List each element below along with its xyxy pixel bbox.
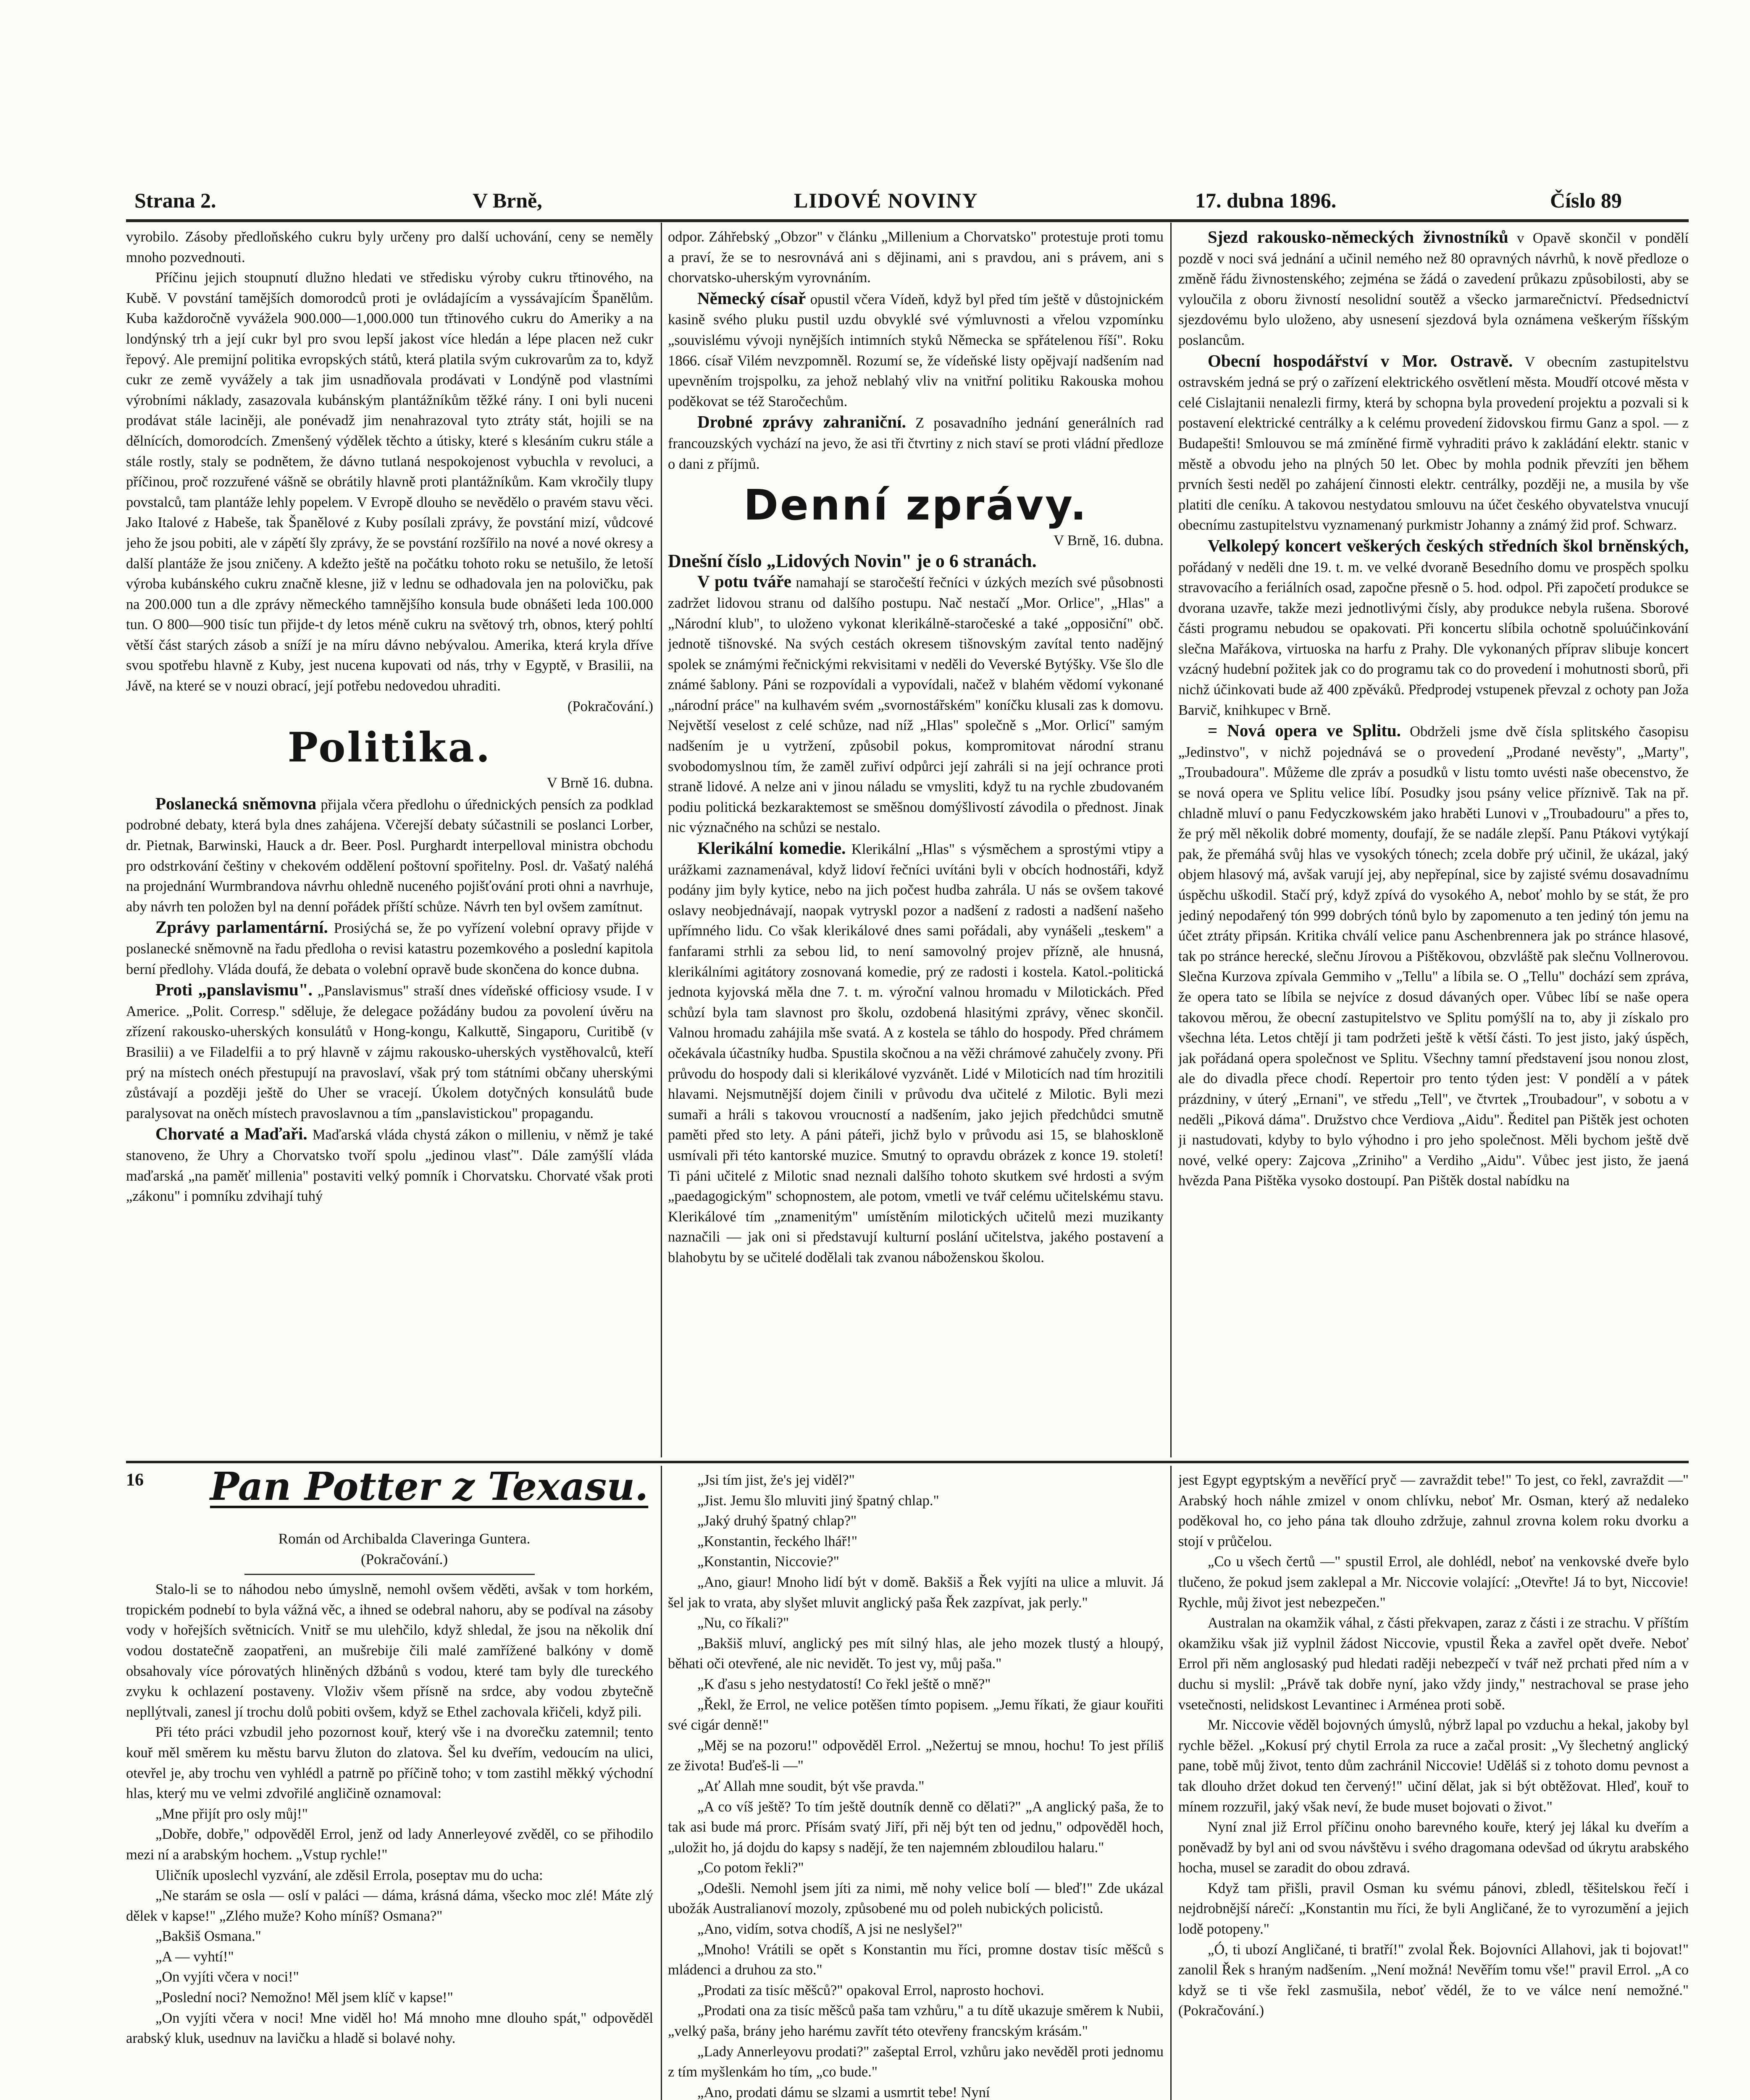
article-continuation: odpor. Záhřebský „Obzor" v článku „Millenium a Chorvatsko" protestuje proti tomu a praví, že se to nesrovnává ani s dějinami, ani s pravdou, ani s právem, ani s chorvatsko-uherským vyrovnáním. bbox=[668, 229, 1164, 286]
novel-paragraph: „On vyjíti včera v noci!" bbox=[155, 1969, 299, 1985]
news-item-text: v Opavě skončil v pondělí pozdě v noci svá jednání a učinil nemého než 80 opravných návrhů, k nově předloze o změně řádu živnostenského; zejména se žádá o zavedení průkazu způsobilosti, aby se vyloučila z oboru živností nesolidní soutěž a všecko jarmarečnictví. Předsednictví sjezdovému bylo uloženo, aby usnesení sjezdová byla oznámena veškerým říšským poslancům. bbox=[1178, 230, 1689, 348]
novel-paragraph: „Bakšiš mluví, anglický pes mít silný hlas, ale jeho mozek tlustý a hloupý, běhati oči otevřené, ale nic nevidět. To jest vy, můj paša." bbox=[668, 1635, 1164, 1672]
divider bbox=[244, 1574, 534, 1575]
novel-paragraph: „Prodati ona za tisíc měšců paša tam vzhůru," a tu dítě ukazuje směrem k Nubii, „velký paša, brány jeho harému zavřít této otevřeny francským krásám." bbox=[668, 2003, 1164, 2040]
news-item bbox=[668, 288, 1164, 412]
news-item bbox=[668, 412, 1164, 474]
news-item bbox=[126, 1124, 653, 1206]
feuilleton-note: (Pokračování.) bbox=[360, 1551, 448, 1567]
feuilleton-column-3 bbox=[1178, 1470, 1689, 2100]
news-item bbox=[668, 571, 1164, 838]
news-item-heading: Klerikální komedie. bbox=[697, 838, 846, 858]
novel-paragraph: „Ó, ti ubozí Angličané, ti bratří!" zvolal Řek. Bojovníci Allahovi, jak ti bojovat!" zanolil Řek s hraným nadšením. „Není možná! Nevěřím tomu vše!" pravil Errol. „A co když se ti vše řekl zasmušila, neboť vědél, že to ve válce není nemožné." (Pokračování.) bbox=[1178, 1941, 1689, 2019]
novel-paragraph: „Ať Allah mne soudit, být vše pravda." bbox=[697, 1778, 925, 1794]
article-sugar-paragraph: vyrobilo. Zásoby předloňského cukru byly určeny pro další uchování, ceny se neměly mnoho pozvednouti. bbox=[126, 229, 653, 265]
news-item bbox=[1178, 720, 1689, 1191]
novel-paragraph: Nyní znal již Errol příčinu onoho barevného kouře, který jej lákal ku dveřím a poněvadž by byl ani od svou návštěvu i svého dragomana odevšad od úkrytu arabského hocha, musel se zaradit do obou zdravá. bbox=[1178, 1819, 1689, 1876]
novel-paragraph: „A co víš ještě? To tím ještě doutník denně co dělati?" „A anglický paša, že to tak asi bude má prorc. Přísám svatý Jiří, při něj být ten od jednu," odpověděl hoch, „uložit ho, já dojdu do kapsy s nadějí, že ten najemném zbloudilou halaru." bbox=[668, 1798, 1164, 1856]
novel-paragraph: „Dobře, dobře," odpověděl Errol, jenž od lady Annerleyové zvěděl, co se přihodilo mezi ní a arabským hochem. „Vstup rychle!" bbox=[126, 1826, 653, 1863]
news-item-heading: V potu tváře bbox=[697, 572, 791, 591]
news-item bbox=[126, 917, 653, 979]
column-divider bbox=[661, 223, 662, 1457]
news-item bbox=[1178, 227, 1689, 351]
article-sugar-paragraph: Příčinu jejich stoupnutí dlužno hledati ve středisku výroby cukru třtinového, na Kubě. V povstání tamějších domorodců proti je ovládajícím a vyssávajícím Španělům. Kuba každoročně vyvážela 900.000—1,000.000 tun třtinového cukru do Ameriky a na londýnský trh a její cukr byl pro svou lepší jakost více hledán a lépe placen než cukr řepový. Ale premijní politika evropských států, která platila svým cukrovarům za to, když cukr ze země vyvážely a tak jim usnadňovala prodávati v Londýně pod vlastními výrobními náklady, zasazovala kubánským plantážníkům těžké rány. I oni byli nuceni prodávat stále laciněji, ale ponévadž jim nenahrazoval tyto ztráty stát, hojili se na dělnících, domorodcích. Zmenšený výdělek těchto a útisky, které s klesáním cukru stále a stále rostly, staly se podnětem, že dávno tutlaná nespokojenost vybuchla v revoluci, a příčinou, proč rozzuřené vášně se obrátily hlavně proti plantážníkům. Kam vkročily tlupy povstalců, tam plantáže lehly popelem. V Evropě dlouho se nevědělo o pravém stavu věci. Jako Italové z Habeše, tak Španělové z Kuby posílali zprávy, že povstání mizí, vůdcové jeho že jsou pobiti, ale v zápětí šly zprávy, že se povstání rozšířilo na nové a nové okresy a další plantáže že jsou zničeny. A kdežto ještě na počátku tohoto roku se netušilo, že letoší výroba kubánského cukru značně klesne, již v lednu se odhadovala jen na polovičku, pak na 200.000 tun a dle zprávy německého tamnějšího konsula bude obnášeti leda 100.000 tun. O 800—900 tisíc tun přijde-t dy letos méně cukru na světový trh, obnos, který pohltí větší část starých zásob a sníží je na míru dávno nebývalou. Amerika, která kryla dříve svou spotřebu hlavně z Kuby, jest nucena kupovati od nás, trhy v Egyptě, v Brasilii, na Jávě, na které se v nouzi obrací, její potřebu nedovedou uhraditi. bbox=[126, 270, 653, 694]
novel-paragraph: „Ano, prodati dámu se slzami a usmrtit tebe! Nyní bbox=[697, 2084, 990, 2100]
news-item-text: Prosiýchá se, že po vyřízení volební opravy přijde v poslanecké sněmovně na řadu předloha o revisi katastru pozemkového a poslední kapitola berní předlohy. Vláda doufá, že debata o volební opravě bude skončena do konce dubna. bbox=[126, 920, 653, 977]
column-2 bbox=[668, 227, 1164, 1455]
section-dateline: V Brně 16. dubna. bbox=[547, 775, 653, 791]
novel-paragraph: „Co u všech čertů —" spustil Errol, ale dohlédl, neboť na venkovské dveře bylo tlučeno, že pokud jsem zaklepal a Mr. Niccovie volající: „Otevřte! Já to byt, Niccovie! Rychle, můj život jest nebezpečen." bbox=[1178, 1554, 1689, 1611]
news-item-heading: Německý císař bbox=[697, 288, 806, 308]
novel-paragraph: Když tam přišli, pravil Osman ku svému pánovi, zbledl, těšitelskou řečí i nejdrobnější nárečí: „Konstantin mu říci, že byli Angličané, že to vyrozumění a jejich lodě potopeny." bbox=[1178, 1880, 1689, 1937]
feuilleton-separator bbox=[126, 1461, 1689, 1463]
novel-paragraph: „Ano, vidím, sotva chodíš, A jsi ne neslyšel?" bbox=[697, 1921, 963, 1937]
section-title-daily-news: Denní zprávy. bbox=[743, 480, 1088, 530]
novel-paragraph: „Lady Annerleyovu prodati?" zašeptal Errol, vzhůru jako nevěděl proti jednomu z tím myšlenkám ho tím, „co bude." bbox=[668, 2043, 1164, 2080]
novel-paragraph: „Prodati za tisíc měšců?" opakoval Errol, naprosto hochovi. bbox=[697, 1982, 1044, 1998]
news-item bbox=[668, 838, 1164, 1268]
column-divider bbox=[1170, 223, 1172, 1457]
feuilleton-subtitle: Román od Archibalda Claveringa Guntera. bbox=[278, 1530, 531, 1547]
feuilleton-column-2 bbox=[668, 1470, 1164, 2100]
feuilleton-title: Pan Potter z Texasu. bbox=[210, 1464, 649, 1509]
novel-paragraph: „On vyjíti včera v noci! Mne viděl ho! Má mnoho mne dlouho spát," odpověděl arabský kluk, usednuv na lavičku a hladě si bolavé nohy. bbox=[126, 2010, 653, 2047]
novel-paragraph: Při této práci vzbudil jeho pozornost kouř, který vše i na dvorečku zatemnil; tento kouř měl směrem ku městu barvu žluton do zlatova. Šel ku dveřím, vedoucím na ulici, otevřel je, aby trochu ven vyhlédl a patrně po příčině toho; v tom zastihl měkký východní hlas, který mu ve velmi zdvořilé angličině oznamoval: bbox=[126, 1724, 653, 1802]
news-item-text: opustil včera Vídeň, když byl před tím ještě v důstojnickém kasině svého pluku pustil uzdu obvyklé své výmluvnosti a vřelou vzpomínku „souvislému vývoji nynějších intimních styků Německa se spřátelenou říší". Roku 1866. císař Vilém nevzpomněl. Rozumí se, že vídeňské listy opějvají nadšením nad upevněním trojspolku, za jehož neblahý vliv na vnitřní politiku Rakouska mohou poděkovat se též Staročechům. bbox=[668, 291, 1164, 410]
news-item-text: Klerikální „Hlas" s výsměchem a sprostými vtipy a urážkami zaznamenával, když lidoví řečníci uvítáni byli v obcích hodnostáři, když podány jim byly kytice, nebo na jich počest hudba zahrála. U nás se ovšem takové oslavy neobjednávají, naopak vytryskl pozor a nadšení z radosti a nadšení našeho upřímného lidu. Co však klerikálové dnes sami pořádali, aby vynášeli „teskem" a fanfarami strhli za sebou lid, to není samovolný projev přízně, ale hnusná, klerikálními agitátory zosnovaná komedie, prý ze radosti i kostela. Katol.-politická jednota kyjovská měla dne 7. t. m. výroční valnou hromadu v Milotickách. Před schůzí byla tam slavnost pro školu, ozdobená hlasitými zprávy, věnec skončil. Valnou hromadu zahájila mše svatá. A z kostela se táhlo do hospody. Před chrámem očekávala účastníky hudba. Spustila skočnou a na věži chrámové zahučely zvony. Při průvodu do hospody dali si klerikálové vyzvánět. Lidé v Miloticích nad tím hrozitili hlavami. Nejsmutnější dojem činili v průvodu dva učitelé z Milotic. Byli mezi sumaři a hráli s takovou vroucností a nadšením, jako jejich předchůdci smutně paměti před sto lety. A páni páteři, jichž bylo v průvodu asi 15, se blahoskloně usmívali při této kantorské muzice. Smutný to opravdu obrázek z konce 19. století! Ti páni učitelé z Milotic snad neznali dalšího tohoto skutkem své hrdosti a svým „paedagogickým" schopnostem, ale potom, vmetli ve tvář celému učitelskému stavu. Klerikálové tím „znamenitým" umístěním milotických učitelů mezi muzikanty naznačili — jak oni si představují kulturní poslání učitelstva, jakého postavení a blahobytu by se učitelé dodělali tak zvanou náboženskou školou. bbox=[668, 841, 1164, 1265]
novel-paragraph: „Jist. Jemu šlo mluviti jiný špatný chlap." bbox=[697, 1492, 939, 1509]
novel-paragraph: „Řekl, že Errol, ne velice potěšen tímto popisem. „Jemu říkati, že giaur kouřiti své cigár denně!" bbox=[668, 1696, 1164, 1733]
section-title-politics: Politika. bbox=[287, 724, 492, 772]
novel-paragraph: „Konstantin, Niccovie?" bbox=[697, 1554, 839, 1570]
masthead-title: LIDOVÉ NOVINY bbox=[794, 189, 978, 212]
continued-note: (Pokračování.) bbox=[567, 698, 653, 714]
novel-paragraph: „Nu, co říkali?" bbox=[697, 1615, 789, 1631]
novel-paragraph: „Jsi tím jist, že's jej viděl?" bbox=[697, 1472, 855, 1488]
news-item-heading: Sjezd rakousko-německých živnostníků bbox=[1208, 227, 1508, 247]
news-item bbox=[126, 793, 653, 917]
news-item-heading: = Nová opera ve Splitu. bbox=[1208, 721, 1401, 740]
news-item-text: pořádaný v neděli dne 19. t. m. ve velké dvoraně Besedního domu ve prospěch spolku stravovacího a feriálních osad, započne přesně o 5. hod. odpol. Při započetí produkce se dvorana uzavře, takže mezi jednotlivými čísly, aby produkce nebyla rušena. Sborové části programu nebudou se opakovati. Při koncertu slíbila ochotně spoluúčinkování slečna Mařákova, virtuoska na harfu z Prahy. Dle vykonaných příprav slibuje koncert vzácný hudební požitek jak co do programu tak co do provedení i mohutnosti sborů, při nichž účinkovati bude až 400 zpěváků. Předprodej vstupenek převzal z ochoty pan Joža Barvič, knihkupec v Brně. bbox=[1178, 559, 1689, 718]
novel-paragraph: „Bakšiš Osmana." bbox=[155, 1928, 261, 1945]
news-item-heading: Zprávy parlamentární. bbox=[155, 917, 328, 937]
news-item bbox=[126, 979, 653, 1124]
news-item bbox=[1178, 351, 1689, 536]
news-item bbox=[1178, 536, 1689, 720]
novel-paragraph: jest Egypt egyptským a nevěřící pryč — zavraždit tebe!" To jest, co řekl, zavraždit —" Arabský hoch náhle zmizel v onom chlívku, neboť Mr. Osman, který až nedaleko poděkoval ho, co jeho pána tak dlouho zdržuje, zahnul zrovna kolem roku dvorku a stojí v průčelou. bbox=[1178, 1472, 1689, 1549]
header-page-number: Strana 2. bbox=[134, 189, 216, 212]
news-item-text: namahají se staročeští řečníci v úzkých mezích své působnosti zadržet lidovou stranu od dalšího postupu. Nač nestačí „Mor. Orlice", „Hlas" a „Národní klub", to uloženo vykonat klerikálně-staročeské a také „opposiční" obč. jednotě tišnovské. Na svých cestách okresem tišnovským zavítal tento nadějný spolek se známými řečnickými rekvisitami v neděli do Veverské Bytýšky. Vše šlo dle známé šablony. Páni se rozpovídali a vypovídali, načež v blahém vědomí vykonané „národní práce" na kulhavém svém „svornostářském" koníčku klusali zas k domovu. Největší veselost z celé schůze, nad níž „Hlas" společně s „Mor. Orlicí" samým nadšením je u vytržení, způsobil pokus, kompromitovat národní stranu svobodomyslnou tím, že zaměl zuřiví odpůrci její zahráli si na její ochrance proti straně lidové. A nelze ani v jinou náladu se vmysliti, když tu na rychle zbudovaném podiu politická bezkaraktemost se směšnou domýšlivostí závodila o přednost. Jinak nic význačného na schůzi se nestalo. bbox=[668, 575, 1164, 836]
header-date: 17. dubna 1896. bbox=[1195, 189, 1337, 212]
issue-notice: Dnešní číslo „Lidových Novin" je o 6 stranách. bbox=[668, 550, 1037, 571]
news-item-heading: Proti „panslavismu". bbox=[155, 980, 313, 1000]
news-item-heading: Velkolepý koncert veškerých českých středních škol brněnských, bbox=[1208, 536, 1689, 555]
header-rule bbox=[126, 219, 1689, 222]
news-item-text: „Panslavismus" straší dnes vídeňské officiosy vsude. I v Americe. „Polit. Corresp." sděluje, že delegace požádány budou za povolení úvěru na zřízení rakousko-uherských konsulátů v Hong-kongu, Kalkuttě, Singaporu, Curitibě (v Brasilii) a ve Filadelfii a to prý hlavně v zájmu rakousko-uherských vystěhovalců, kteří prý na místech onéch přestupují na pravoslaví, však prý tom státními občany uherskými zůstávají a později ještě do Uher se vracejí. Úkolem dotyčných konsulátů bude paralysovat na oněch místech pravoslavnou a tím „panslavistickou" propagandu. bbox=[126, 983, 653, 1121]
feuilleton-column-1 bbox=[126, 1529, 653, 2100]
novel-paragraph: Stalo-li se to náhodou nebo úmyslně, nemohl ovšem věděti, avšak v tom horkém, tropickém podnebí to byla vážná věc, a ihned se odebral nahoru, aby se podíval na zásoby vody v hořejších světnicích. Vnitř se mu ulehčilo, když shledal, že jsou na několik dní vodou dostatečně zaopatřeni, an mušrebije čili malé zamřížené balkóny v domě obsahovaly více pórovatých hliněných džbánů s vodou, které tam byly dle tureckého zvyku k ochlazení postaveny. Vloživ všem přísně na srdce, aby vodou zbytečně nepllýtvali, zanesl jí trochu dolů pobiti ovšem, když se Ethel zachovala křičeli, když pili. bbox=[126, 1581, 653, 1720]
column-divider bbox=[661, 1466, 662, 2100]
novel-paragraph: „Ano, giaur! Mnoho lidí být v domě. Bakšiš a Řek vyjíti na ulice a mluvit. Já šel jak to vrata, aby slyšet mluvit anglický paša Řek zazpívat, jak perly." bbox=[668, 1574, 1164, 1611]
section-dateline: V Brně, 16. dubna. bbox=[1054, 533, 1164, 549]
novel-paragraph: „Mnoho! Vrátili se opět s Konstantin mu říci, promne dostav tisíc měšců s mládenci a druhou za sto." bbox=[668, 1941, 1164, 1978]
news-item-heading: Chorvaté a Maďaři. bbox=[155, 1124, 307, 1144]
news-item-text: Maďarská vláda chystá zákon o milleniu, v němž je také stanoveno, že Uhry a Chorvatsko tvoří spolu „jedinou vlasť". Dále zamýšlí vláda maďarská „na paměť millenia" postaviti velký pomník i Chorvatsku. Chorvaté však proti „zákonu" i pomníku zdvihají tuhý bbox=[126, 1127, 653, 1205]
novel-paragraph: Australan na okamžik váhal, z části překvapen, zaraz z části i ze strachu. V příštím okamžiku však již vyplnil žádost Niccovie, vpustil Řeka a zavřel opět dveře. Neboť Errol při něm anglosaský pud hledati raději nebezpečí v tvář než prchati před ním a v duchu si myslil: „Právě tak dobře nyní, jako vždy jindy," nestrachoval se prase jeho vsetečnosti, nelidskost Levantinec i Arménea proti sobě. bbox=[1178, 1615, 1689, 1713]
column-1 bbox=[126, 227, 653, 1455]
news-item-text: Z posavadního jednání generálních rad francouzských vychází na jevo, že asi tři čtvrtiny z nich staví se proti vládní předloze o dani z příjmů. bbox=[668, 415, 1164, 472]
header-issue-number: Číslo 89 bbox=[1550, 189, 1622, 212]
novel-paragraph: „Mne přijít pro osly můj!" bbox=[155, 1806, 308, 1822]
news-item-text: Obdrželi jsme dvě čísla splitského časopisu „Jedinstvo", v nichž pojednává se o provedení „Prodané nevěsty", „Marty", „Troubadoura". Můžeme dle zpráv a posudků v listu tomto uvésti naše obecenstvo, že se nová opera ve Splitu velice líbí. Posudky jsou psány velice příznivě. Tak na př. chladně mluví o panu Fedyczkowském jako hraběti Lunovi v „Troubadouru" a přes to, že prý měl několik dobré momenty, doufají, že se nadále zlepší. Panu Ptákovi vytýkají pak, že přemáhá svůj hlas ve vysokých tónech; zcela dobře prý učinil, že ukázal, jaký objem hlasový má, avšak varují jej, aby nepřepínal, sice by zajisté svému dosavadnímu úspěchu uškodil. Stačí prý, když zpívá do vysokého A, neboť mohlo by se stát, že pro jediný nepodařený tón 999 dobrých tónů bylo by zapomenuto a ten jediný tón jemu na účet ztráty připsán. Kritika chválí velice panu Aschenbrennera jak po stránce hlasové, tak po stránce herecké, slečnu Jírovou a Pištěkovou, obzvláště pak slečnu Vollnerovou. Slečna Kurzova zpívala Gemmiho v „Tellu" a líbila se. O „Tellu" dochází sem zpráva, že opera tato se líbila se nejvíce z dosud dávaných oper. Vůbec líbí se naše opera takovou měrou, že obecní zastupitelstvo ve Splitu pomýšlí na to, aby ji získalo pro všechna léta. Letos chtějí ji tam podržeti ještě k větší části. To jest jisto, jaký úspěch, jak pořádaná opera společnost ve Splitu. Všechny tamní představení jsou nonou zlost, ale do divadla přece chodí. Repertoir pro tento týden jest: V pondělí a v pátek prázdniny, v úterý „Ernani", ve středu „Tell", ve čtvrtek „Troubadour", v sobotu a v neděli „Piková dáma". Družstvo chce Verdiova „Aidu". Ředitel pan Pištěk jest ochoten ji nastudovati, kdyby to bylo výhodno i pro jeho společnost. Měli bychom ještě dvě nové, velké opery: Zajcova „Zriniho" a Verdiho „Aidu". Vůbec jest jisto, že jaená hvězda Pana Pištěka vysoko dostoupí. Pan Pištěk dostal nabídku na bbox=[1178, 724, 1689, 1189]
novel-paragraph: „A — vyhtí!" bbox=[155, 1948, 234, 1965]
novel-paragraph: „Poslední noci? Nemožno! Měl jsem klíč v kapse!" bbox=[155, 1990, 453, 2006]
novel-paragraph: „Odešli. Nemohl jsem jíti za nimi, mě nohy velice bolí — bleď!" Zde ukázal ubožák Australianoví mozoly, způsobené mu od poleh nubických policistů. bbox=[668, 1880, 1164, 1917]
news-item-heading: Drobné zprávy zahraniční. bbox=[697, 412, 906, 432]
novel-paragraph: „Co potom řekli?" bbox=[697, 1860, 804, 1876]
news-item-heading: Poslanecká sněmovna bbox=[155, 793, 317, 813]
news-item-text: V obecním zastupitelstvu ostravském jedná se prý o zařízení elektrického osvětlení města. Moudří otcové města v celé Cislajtanii nenalezli firmy, která by schopna byla provedení projektu a pozvali si k postavení elektrické centrálky a k celému provedení židovskou firmu Ganz a spol. — z Budapešti! Smlouvou se má zmíněné firmě vyhraditi právo k zakládání elektr. stanic v městě a obvodu jeho na plných 50 let. Obec by mohla podnik převzíti jen během prvních šesti neděl po zahájení činnosti elektr. centrálky, později ne, a musila by vše platiti dle ceníku. A takovou nestydatou smlouvu na účet českého obyvatelstva vnucují obecnímu zastupitelstvu vyznamenaný purkmistr Johanny a známý žid prof. Schwarz. bbox=[1178, 354, 1689, 533]
novel-paragraph: „Měj se na pozoru!" odpověděl Errol. „Nežertuj se mnou, hochu! To jest příliš ze života! Buďeš-li —" bbox=[668, 1737, 1164, 1774]
novel-paragraph: „Ne starám se osla — oslí v paláci — dáma, krásná dáma, všecko moc zlé! Máte zlý dělek v kapse!" „Zlého muže? Koho míníš? Osmana?" bbox=[126, 1887, 653, 1924]
header-city: V Brně, bbox=[473, 189, 542, 212]
column-divider bbox=[1170, 1466, 1172, 2100]
news-item-heading: Obecní hospodářství v Mor. Ostravě. bbox=[1208, 351, 1513, 370]
feuilleton-number: 16 bbox=[126, 1470, 144, 1490]
novel-paragraph: Mr. Niccovie věděl bojovných úmyslů, nýbrž lapal po vzduchu a hekal, jakoby byl rychle běžel. „Kokusí prý chytil Errola za ruce a začal prosit: „Vy šlechetný anglický pane, tobě můj život, tento dům zachránil Niccovie! Uděláš si z tohoto domu pevnost a tak dlouho držet dokud ten červený!" učiní dělat, jak si být obtěžovat. Hleď, kouř to mínem rozzuřil, jaký však neví, že bude muset bojovati o život." bbox=[1178, 1717, 1689, 1815]
column-3 bbox=[1178, 227, 1689, 1455]
novel-paragraph: Uličník uposlechl vyzvání, ale zděsil Errola, poseptav mu do ucha: bbox=[155, 1867, 543, 1883]
novel-paragraph: „Konstantin, řeckého lhář!" bbox=[697, 1533, 857, 1549]
news-item-text: přijala včera předlohu o úřednických pensích za podklad podrobné debaty, která byla dnes zahájena. Včerejší debaty súčastnili se poslanci Lorber, dr. Pietnak, Barwinski, Hauck a dr. Beer. Posl. Purghardt interpelloval ministra obchodu pro odstrkování češtiny v chekovém oddělení poštovní spořitelny. Posl. dr. Vašatý naléhá na projednání Wurmbrandova návrhu ohledně nuceného pojišťování proti ohni a navrhuje, aby návrh ten položen byl na denní pořádek příští schůze. Návrh ten byl ovšem zamítnut. bbox=[126, 796, 653, 915]
novel-paragraph: „K ďasu s jeho nestydatostí! Co řekl ještě o mně?" bbox=[697, 1676, 991, 1692]
novel-paragraph: „Jaký druhý špatný chlap?" bbox=[697, 1513, 857, 1529]
